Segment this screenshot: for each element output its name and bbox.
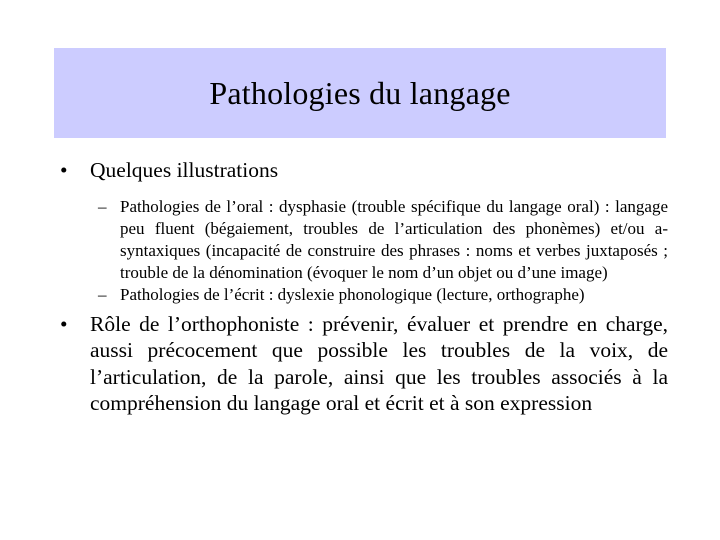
dash-marker: –	[98, 284, 107, 304]
bullet-marker: •	[60, 158, 68, 182]
bullet-text: Quelques illustrations	[90, 158, 279, 182]
subitem-ecrit	[56, 284, 668, 306]
bullet-illustrations	[56, 157, 668, 184]
subitem-oral	[56, 196, 668, 284]
slide-body	[56, 157, 668, 417]
dash-marker: –	[98, 196, 107, 216]
bullet-orthophoniste	[56, 311, 668, 417]
subitem-text: Pathologies de l’oral : dysphasie (trouble spécifique du langage oral) : langage peu fluent (bégaiement, troubles de l’articulation des phonèmes) et/ou a-syntaxiques (incapacité de construire des phrases : noms et verbes juxtaposés ; trouble de la dénomination (évoquer le nom d’un objet ou d’une image)	[120, 196, 668, 282]
bullet-text: Rôle de l’orthophoniste : prévenir, évaluer et prendre en charge, aussi précocement que possible les troubles de la voix, de l’articulation, de la parole, ainsi que les troubles associés à la compréhension du langage oral et écrit et à son expression	[90, 311, 668, 415]
slide-title: Pathologies du langage	[209, 74, 511, 111]
subitem-text: Pathologies de l’écrit : dyslexie phonologique (lecture, orthographe)	[120, 284, 585, 304]
title-banner	[54, 48, 666, 138]
bullet-marker: •	[60, 311, 68, 336]
